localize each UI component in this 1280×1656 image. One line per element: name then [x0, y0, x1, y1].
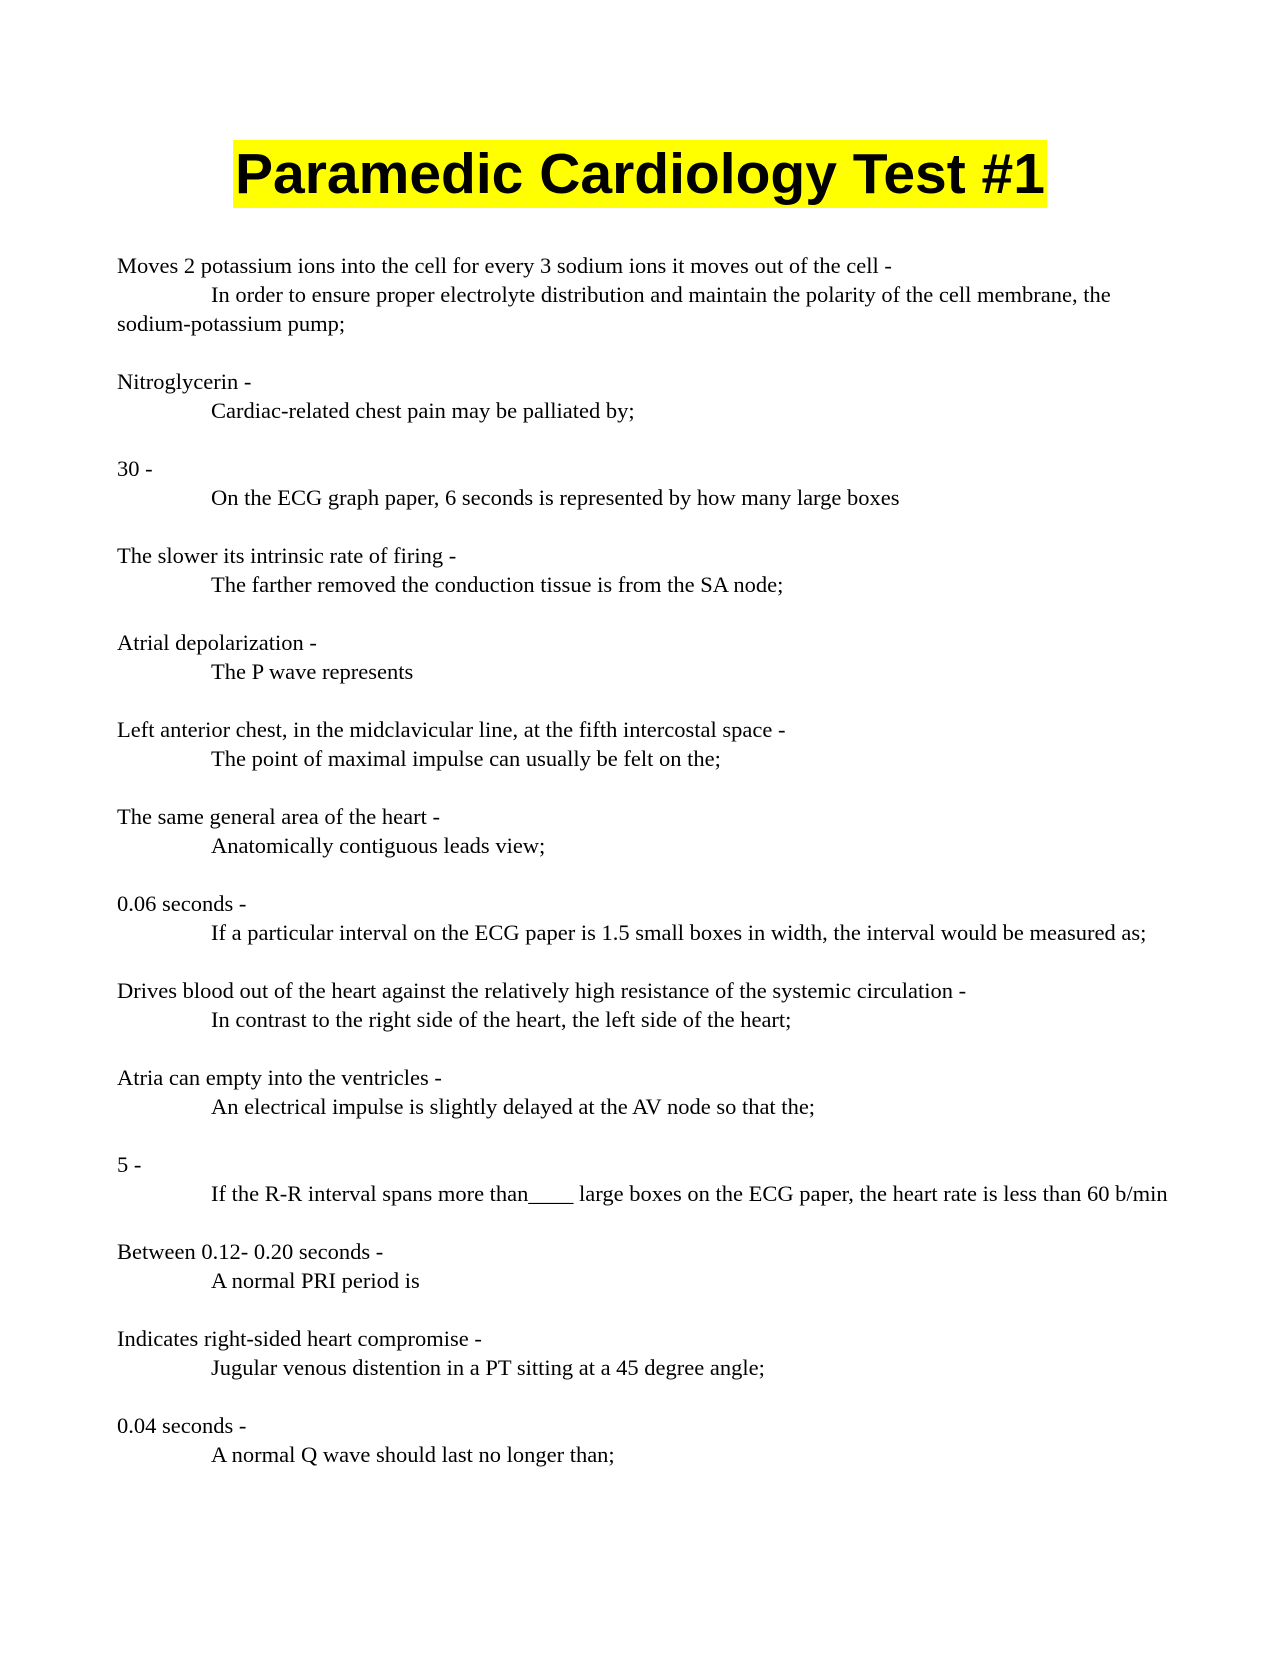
qa-answer: Atrial depolarization - — [117, 630, 317, 655]
qa-answer: Between 0.12- 0.20 seconds - — [117, 1239, 384, 1264]
qa-answer: Atria can empty into the ventricles - — [117, 1065, 442, 1090]
qa-answer: Moves 2 potassium ions into the cell for every 3 sodium ions it moves out of the cell - — [117, 253, 892, 278]
qa-question: The farther removed the conduction tissue is from the SA node; — [211, 572, 784, 597]
qa-answer: The slower its intrinsic rate of firing - — [117, 543, 457, 568]
qa-answer: 0.04 seconds - — [117, 1413, 247, 1438]
qa-item — [117, 1411, 1172, 1469]
qa-item — [117, 251, 1172, 338]
qa-question: An electrical impulse is slightly delayed at the AV node so that the; — [211, 1094, 816, 1119]
qa-item — [117, 715, 1172, 773]
qa-answer: 5 - — [117, 1152, 142, 1177]
qa-question: The point of maximal impulse can usually be felt on the; — [211, 746, 721, 771]
qa-answer: 30 - — [117, 456, 153, 481]
qa-question: Cardiac-related chest pain may be palliated by; — [211, 398, 635, 423]
page-title: Paramedic Cardiology Test #1 — [235, 142, 1045, 206]
qa-question: A normal PRI period is — [211, 1268, 420, 1293]
qa-item — [117, 889, 1172, 947]
qa-item — [117, 541, 1172, 599]
title-container — [0, 140, 1280, 208]
qa-answer: 0.06 seconds - — [117, 891, 247, 916]
qa-question: The P wave represents — [211, 659, 414, 684]
qa-answer: Drives blood out of the heart against the relatively high resistance of the systemic circulation - — [117, 978, 967, 1003]
qa-item — [117, 628, 1172, 686]
qa-answer: The same general area of the heart - — [117, 804, 440, 829]
qa-question: Anatomically contiguous leads view; — [211, 833, 546, 858]
qa-item — [117, 367, 1172, 425]
qa-item — [117, 802, 1172, 860]
qa-question: Jugular venous distention in a PT sitting at a 45 degree angle; — [211, 1355, 765, 1380]
qa-list — [117, 251, 1172, 1498]
qa-item — [117, 1150, 1172, 1208]
qa-answer: Left anterior chest, in the midclavicular line, at the fifth intercostal space - — [117, 717, 786, 742]
qa-item — [117, 1237, 1172, 1295]
qa-item — [117, 454, 1172, 512]
qa-question: If a particular interval on the ECG paper is 1.5 small boxes in width, the interval would be measured as; — [211, 920, 1147, 945]
qa-item — [117, 1063, 1172, 1121]
qa-question: On the ECG graph paper, 6 seconds is represented by how many large boxes — [211, 485, 900, 510]
qa-question: If the R-R interval spans more than____ large boxes on the ECG paper, the heart rate is less than 60 b/min — [211, 1181, 1168, 1206]
qa-question: In contrast to the right side of the heart, the left side of the heart; — [211, 1007, 792, 1032]
qa-answer: Indicates right-sided heart compromise - — [117, 1326, 482, 1351]
qa-question: A normal Q wave should last no longer than; — [211, 1442, 615, 1467]
qa-item — [117, 976, 1172, 1034]
qa-answer: Nitroglycerin - — [117, 369, 252, 394]
qa-item — [117, 1324, 1172, 1382]
qa-question: In order to ensure proper electrolyte distribution and maintain the polarity of the cell membrane, the sodium-potassium pump; — [117, 282, 1111, 336]
